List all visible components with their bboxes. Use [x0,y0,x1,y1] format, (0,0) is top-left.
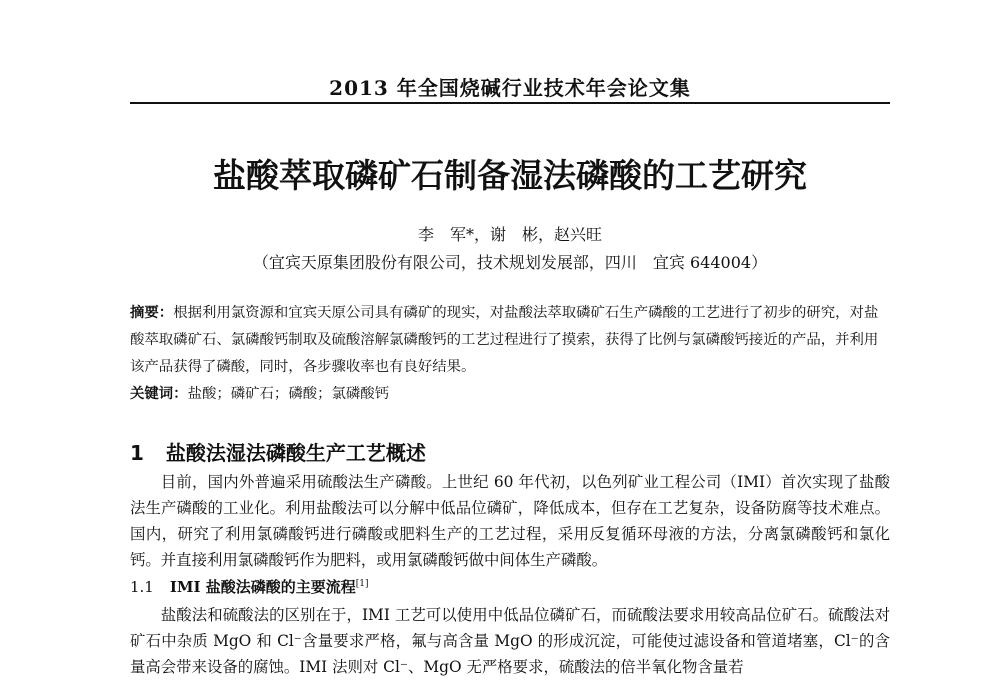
section-heading [130,437,426,466]
abstract-label: 摘要： [130,305,174,321]
abstract-text: 根据利用氯资源和宜宾天原公司具有磷矿的现实，对盐酸法萃取磷矿石生产磷酸的工艺进行了初步的研究，对盐酸萃取磷矿石、氯磷酸钙制取及硫酸溶解氯磷酸钙的工艺过程进行了摸索，获得了比例与氯磷酸钙接近的产品，并利用该产品获得了磷酸，同时，各步骤收率也有良好结果。 [130,305,879,375]
keywords [130,381,890,408]
subsection-heading [130,576,368,597]
reference-marker[interactable]: [1] [355,579,369,589]
section-title: 盐酸法湿法磷酸生产工艺概述 [165,441,426,465]
paper-title: 盐酸萃取磷矿石制备湿法磷酸的工艺研究 [213,156,807,195]
section-number: 1 [130,441,144,465]
subsection-paragraph: 盐酸法和硫酸法的区别在于，IMI 工艺可以使用中低品位磷矿石，而硫酸法要求用较高品位矿石。硫酸法对矿石中杂质 MgO 和 Cl⁻含量要求严格，氟与高含量 MgO 的形成沉淀，可能使过滤设备和管道堵塞，Cl⁻的含量高会带来设备的腐蚀。IMI 法则对 Cl⁻、MgO 无严格要求，硫酸法的倍半氧化物含量若 [130,606,890,676]
header-rule [130,102,890,104]
keywords-label: 关键词： [130,386,188,402]
subsection-title: IMI 盐酸法磷酸的主要流程 [169,578,356,596]
authors: 李 军*，谢 彬，赵兴旺 [417,225,602,244]
affiliation: （宜宾天原集团股份有限公司，技术规划发展部，四川 宜宾 644004） [252,253,768,272]
abstract [130,300,890,381]
subsection-number: 1.1 [130,578,154,596]
running-header: 2013 年全国烧碱行业技术年会论文集 [329,76,691,100]
section-paragraph: 目前，国内外普遍采用硫酸法生产磷酸。上世纪 60 年代初，以色列矿业工程公司（IMI）首次实现了盐酸法生产磷酸的工业化。利用盐酸法可以分解中低品位磷矿，降低成本，但存在工艺复杂，设备防腐等技术难点。国内，研究了利用氯磷酸钙进行磷酸或肥料生产的工艺过程，采用反复循环母液的方法，分离氯磷酸钙和氯化钙。并直接利用氯磷酸钙作为肥料，或用氯磷酸钙做中间体生产磷酸。 [130,473,890,569]
keywords-text: 盐酸；磷矿石；磷酸；氯磷酸钙 [187,386,390,402]
